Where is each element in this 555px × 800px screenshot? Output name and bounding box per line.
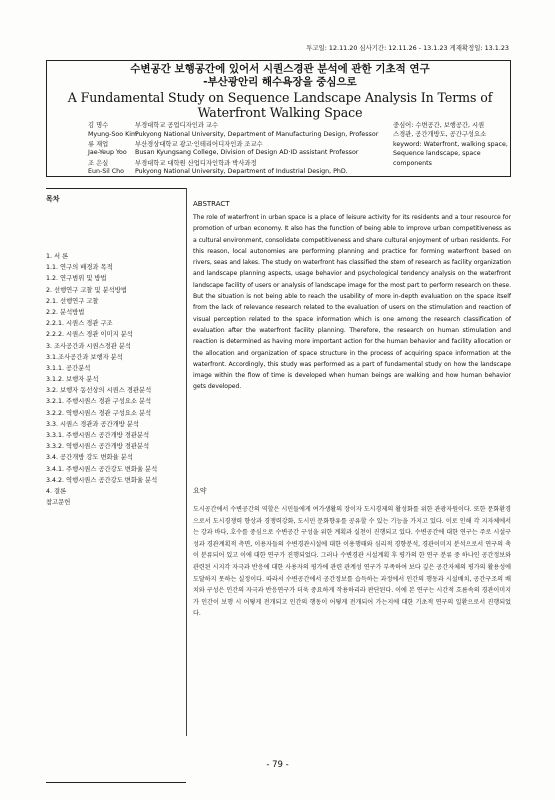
author-affiliation: 부경대학교 대학원 산업디자인학과 박사과정	[135, 159, 257, 167]
abstract-text: The role of waterfront in urban space is a place of leisure activity for its residents and a tour resource for promotion of urban economy. It also has the function of being able to improve urban competitiveness as a cultural environment, consolidate competitiveness and share cultural enjoyment of urban residents. For this reason, local autonomies are performing planning and practice for forming waterfront based on rivers, seas and lakes. The study on waterfront has classified the stem of research as facility organization and landscape planning aspects, usage behavior and psychological tendency analysis on the waterfront landscape facility of users or analysis of landscape image for the most part to perform research on these. But the situation is not being able to reach the usability of more in-depth evaluation on the space itself from the lack of relevance research related to the evaluation of users on the stimulation and reaction of visual perception related to the space information which is one among the research classification of evaluation after the waterfront facility planning. Therefore, the research on human stimulation and reaction is determined as having more important action for the human behavior and facility allocation or the allocation and organization of space structure in the process of acquiring space information at the waterfront. Accordingly, this study was performed as a part of fundamental study on how the landscape image within the flow of time is developed when human beings are walking and how human behavior gets developed.	[193, 214, 511, 391]
author-affiliation: Pukyong National University, Department of Manufacturing Design, Professor	[135, 130, 379, 138]
summary-heading: 요약	[193, 487, 207, 495]
toc-item[interactable]: 2.2. 분석방법	[46, 308, 85, 316]
toc-item[interactable]: 참고문헌	[46, 499, 71, 507]
toc-item[interactable]: 3.4. 공간개방 강도 변화율 분석	[46, 454, 133, 462]
summary-text: 도시공간에서 수변공간의 역할은 시민들에게 여가생활의 장이자 도시경제의 활성화를 위한 관광자원이다. 또한 문화환경으로서 도시경쟁력 향상과 경쟁력강화, 도시민 문화향유를 공유할 수 있는 기능을 가지고 있다. 이로 인해 각 지자체에서는 강과 바다, 호수를 중심으로 수변공간 구성을 위한 계획과 실천이 진행되고 있다. 수변공간에 대한 연구는 주로 시설구성과 경관계획적 측면, 이용자들의 수변경관시설에 대한 이용행태와 심리적 경향분석, 경관이미지 분석으로서 연구의 축이 분류되어 있고 이에 대한 연구가 진행되었다. 그러나 수변경관 시설계획 후 평가의 한 연구 분류 중 하나인 공간정보와 관련된 시지각 자극과 반응에 대한 사용자의 평가에 관련 관계성 연구가 부족하여 보다 깊은 공간자체의 평가의 활용성에 도달하지 못하는 실정이다. 따라서 수변공간에서 공간정보를 습득하는 과정에서 인간의 행동과 시설배치, 공간구조의 배치와 구성은 인간의 자극과 반응연구가 더욱 중요하게 작용하리라 판단된다. 이에 본 연구는 시간적 흐름속의 경관이미지가 인간이 보행 시 어떻게 전개되고 인간의 행동이 어떻게 전개되어 가는지에 대한 기초적 연구의 일환으로서 진행되었다.	[193, 506, 511, 618]
author-row	[88, 129, 415, 138]
author-row	[88, 120, 415, 129]
toc-item[interactable]: 3.2. 보행자 동선상의 시퀀스 경관분석	[46, 387, 152, 395]
page-number: - 79 -	[266, 760, 289, 770]
toc-item[interactable]: 3.3. 시퀀스 경관과 공간개방 분석	[46, 420, 140, 428]
english-title: A Fundamental Study on Sequence Landscape Analysis In Terms of Waterfront Walking Space	[67, 90, 493, 120]
toc-item[interactable]: 3.3.1. 주행시퀀스 공간개방 경관분석	[46, 432, 150, 439]
author-name: Myung-Soo Kim	[88, 130, 138, 138]
author-name: Jae-Yeup Yoo	[88, 149, 127, 157]
author-name: 류 재업	[88, 140, 109, 148]
korean-title: 수변공간 보행공간에 있어서 시퀀스경관 분석에 관한 기초적 연구 -부산광안리 해수욕장을 중심으로	[130, 63, 430, 88]
author-affiliation: Pukyong National University, Department of Industrial Design, PhD.	[135, 168, 348, 176]
toc-item[interactable]: 3.2.2. 역행시퀀스 경관 구성요소 분석	[46, 409, 152, 417]
author-name: Eun-Sil Cho	[88, 168, 124, 176]
author-row	[88, 139, 415, 148]
toc-item[interactable]: 2.2.1. 시퀀스 경관 구조	[46, 320, 113, 328]
author-name: 조 은실	[88, 159, 109, 167]
author-name: 김 명수	[88, 122, 109, 130]
toc-item[interactable]: 3.4.2. 역행시퀀스 공간강도 변화율 분석	[46, 476, 158, 484]
keyword-line: 중심어: 수변공간, 보행공간, 시퀀	[393, 122, 485, 129]
keyword-line: Sequence landscape, space	[393, 150, 481, 158]
table-of-contents	[46, 188, 186, 783]
author-list	[88, 120, 415, 176]
author-affiliation: Busan Kyungsang College, Division of Design AD·ID assistant Professor	[135, 149, 359, 157]
toc-item[interactable]: 2.2.2. 시퀀스 경관 이미지 분석	[46, 331, 133, 339]
keyword-line: keyword: Waterfront, walking space,	[393, 140, 508, 148]
toc-item[interactable]: 1. 서 론	[46, 253, 69, 260]
toc-item[interactable]: 3.1.조사공간과 보행자 분석	[46, 353, 123, 361]
toc-item[interactable]: 3. 조사공간과 시퀀스경관 분석	[46, 342, 132, 350]
abstract-section	[193, 200, 511, 393]
toc-item[interactable]: 1.1. 연구의 배경과 목적	[46, 264, 113, 272]
author-row	[88, 167, 415, 176]
author-affiliation: 부산경상대학교 광고·인테리어디자인과 조교수	[135, 140, 263, 148]
submission-dates: 투고일: 12.11.20 심사기간: 12.11.26 - 13.1.23 게재확정일: 13.1.23	[306, 44, 509, 52]
author-row	[88, 148, 415, 157]
author-affiliation: 부경대학교 공업디자인과 교수	[135, 122, 219, 130]
toc-list	[46, 251, 157, 508]
keyword-line: 스경관, 공간개방도, 공간구성요소	[393, 131, 487, 139]
toc-item[interactable]: 2. 선행연구 고찰 및 분석방법	[46, 286, 127, 294]
toc-item[interactable]: 2.1. 선행연구 고찰	[46, 297, 99, 305]
toc-item[interactable]: 3.1.1. 공간분석	[46, 364, 91, 372]
korean-summary-section	[193, 486, 511, 620]
toc-item[interactable]: 3.4.1. 주행시퀀스 공간강도 변화율 분석	[46, 465, 158, 473]
toc-heading: 목차	[46, 195, 60, 203]
toc-item[interactable]: 3.2.1. 주행시퀀스 경관 구성요소 분석	[46, 398, 152, 406]
author-row	[88, 158, 415, 167]
toc-item[interactable]: 3.1.2. 보행자 분석	[46, 376, 99, 384]
toc-item[interactable]: 4. 결론	[46, 487, 67, 495]
keyword-line: components	[393, 159, 432, 167]
abstract-heading: ABSTRACT	[193, 200, 230, 208]
column-divider	[186, 188, 187, 736]
toc-item[interactable]: 1.2. 연구범위 및 방법	[46, 275, 107, 283]
keywords	[393, 121, 511, 168]
toc-item[interactable]: 3.3.2. 역행시퀀스 공간개방 경관분석	[46, 443, 150, 451]
